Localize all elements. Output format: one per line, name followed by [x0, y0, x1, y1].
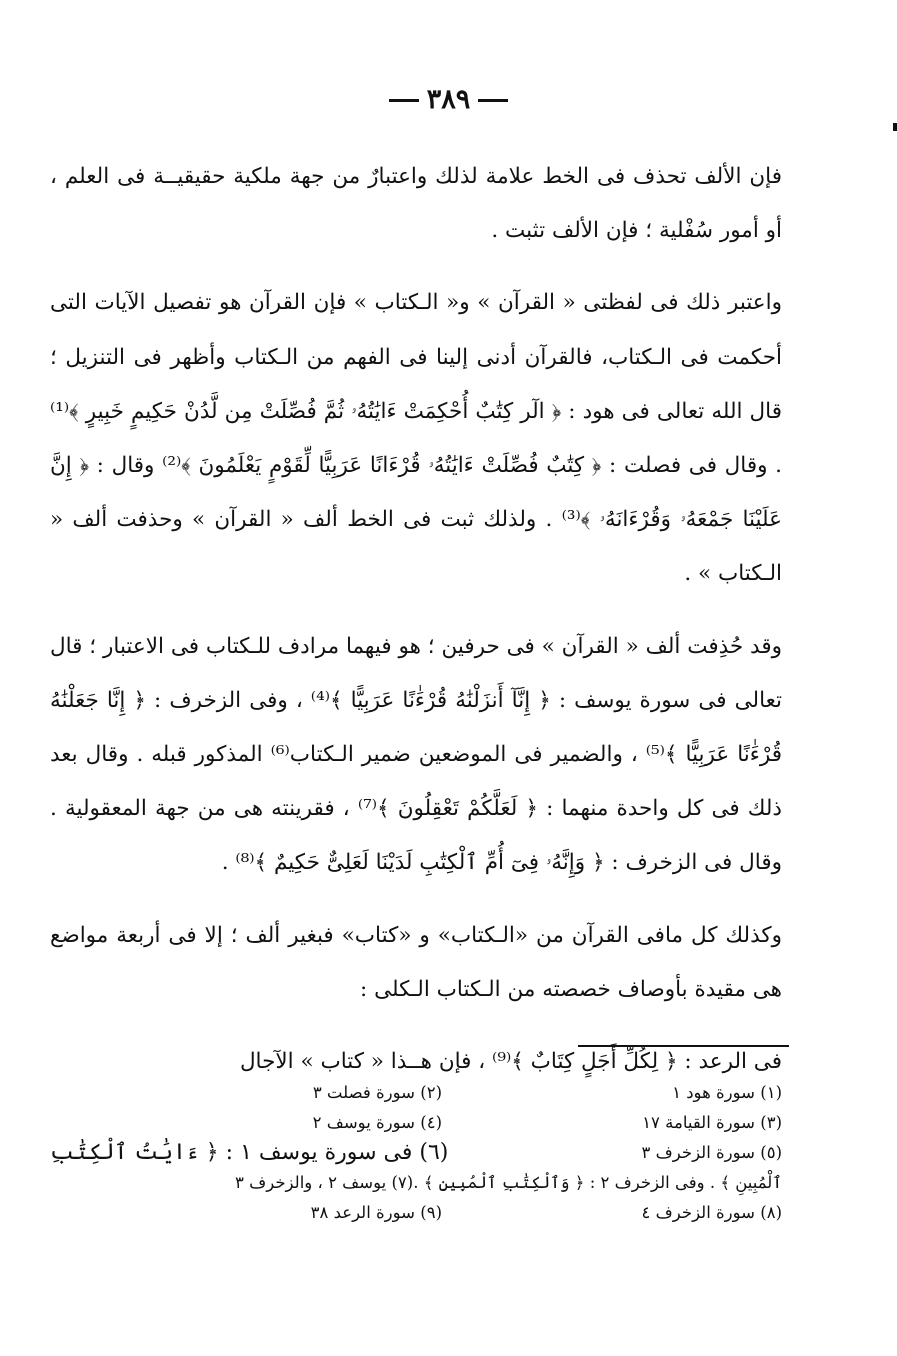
- footnote-separator: [578, 1045, 789, 1047]
- footnote-1: (١) سورة هود ١: [672, 1083, 782, 1102]
- footnote-row: [50, 1078, 782, 1108]
- paragraph-4: وكذلك كل مافى القرآن من «الـكتاب» و «كتاب» فبغير ألف ؛ إلا فى أربعة مواضع هى مقيدة بأوصاف خصصته من الـكتاب الـكلى :: [50, 922, 782, 1002]
- footnote-row: [50, 1198, 782, 1228]
- paragraph-5: فى الرعد : ﴿ لِكُلِّ أَجَلٍ كِتَابٌ ﴾⁽⁹⁾ ، فإن هــذا « كتاب » الآجال: [239, 1049, 782, 1075]
- footnotes: [50, 1078, 782, 1228]
- body-text: [50, 150, 782, 1089]
- footnote-8: (٨) سورة الزخرف ٤: [641, 1203, 782, 1222]
- scan-edge-mark: [893, 123, 897, 131]
- footnote-row: [50, 1138, 782, 1168]
- footnote-row: [50, 1108, 782, 1138]
- page-number-text: ٣٨٩: [426, 84, 471, 115]
- footnote-9: (٩) سورة الرعد ٣٨: [310, 1203, 442, 1222]
- page-number: [0, 84, 897, 115]
- paragraph-3: وقد حُذِفت ألف « القرآن » فى حرفين ؛ هو فيهما مرادف للـكتاب فى الاعتبار ؛ قال تعالى فى سورة يوسف : ﴿ إِنَّآ أَنزَلْنَٰهُ قُرْءَٰنًا عَرَبِيًّا ﴾⁽⁴⁾ ، وفى الزخرف : ﴿ إِنَّا جَعَلْنَٰهُ قُرْءَٰنًا عَرَبِيًّا ﴾⁽⁵⁾ ، والضمير فى الموضعين ضمير الـكتاب⁽⁶⁾ المذكور قبله . وقال بعد ذلك فى كل واحدة منهما : ﴿ لَعَلَّكُمْ تَعْقِلُونَ ﴾⁽⁷⁾ ، فقرينته هى من جهة المعقولية . وقال فى الزخرف : ﴿ وَإِنَّهُۥ فِىٓ أُمِّ ٱلْكِتَٰبِ لَدَيْنَا لَعَلِىٌّ حَكِيمٌ ﴾⁽⁸⁾ .: [50, 633, 783, 876]
- footnote-5: (٥) سورة الزخرف ٣: [641, 1143, 782, 1162]
- footnote-4: (٤) سورة يوسف ٢: [312, 1113, 442, 1132]
- footnote-6-7-continuation: ٱلْمُبِينِ ﴾ . وفى الزخرف ٢ : ﴿ وَٱلْكِتَٰبِ ٱلْمُبِينِ ﴾ .(٧) يوسف ٢ ، والزخرف ٣: [235, 1173, 782, 1192]
- paragraph-1: فإن الألف تحذف فى الخط علامة لذلك واعتبارٌ من جهة ملكية حقيقيــة فى العلم ، أو أمور سُفْلية ؛ فإن الألف تثبت .: [50, 164, 782, 244]
- footnote-2: (٢) سورة فصلت ٣: [312, 1083, 442, 1102]
- footnote-3: (٣) سورة القيامة ١٧: [642, 1113, 782, 1132]
- paragraph-2: واعتبر ذلك فى لفظتى « القرآن » و« الـكتاب » فإن القرآن هو تفصيل الآيات التى أحكمت فى الـكتاب، فالقرآن أدنى إلينا فى الفهم من الـكتاب وأظهر فى التنزيل ؛ قال الله تعالى فى هود : ﴿ الٓر كِتَٰبٌ أُحْكِمَتْ ءَايَٰتُهُۥ ثُمَّ فُصِّلَتْ مِن لَّدُنْ حَكِيمٍ خَبِيرٍ ﴾⁽¹⁾ . وقال فى فصلت : ﴿ كِتَٰبٌ فُصِّلَتْ ءَايَٰتُهُۥ قُرْءَانًا عَرَبِيًّا لِّقَوْمٍ يَعْلَمُونَ ﴾⁽²⁾ وقال : ﴿ إِنَّ عَلَيْنَا جَمْعَهُۥ وَقُرْءَانَهُۥ ﴾⁽³⁾ . ولذلك ثبت فى الخط ألف « القرآن » وحذفت ألف « الـكتاب » .: [50, 290, 782, 587]
- page-number-dash-left: [389, 99, 419, 102]
- footnote-6: (٦) فى سورة يوسف ١ : ﴿ ءَايَٰتُ ٱلْكِتَٰبِ: [50, 1140, 449, 1165]
- page-number-dash-right: [478, 99, 508, 102]
